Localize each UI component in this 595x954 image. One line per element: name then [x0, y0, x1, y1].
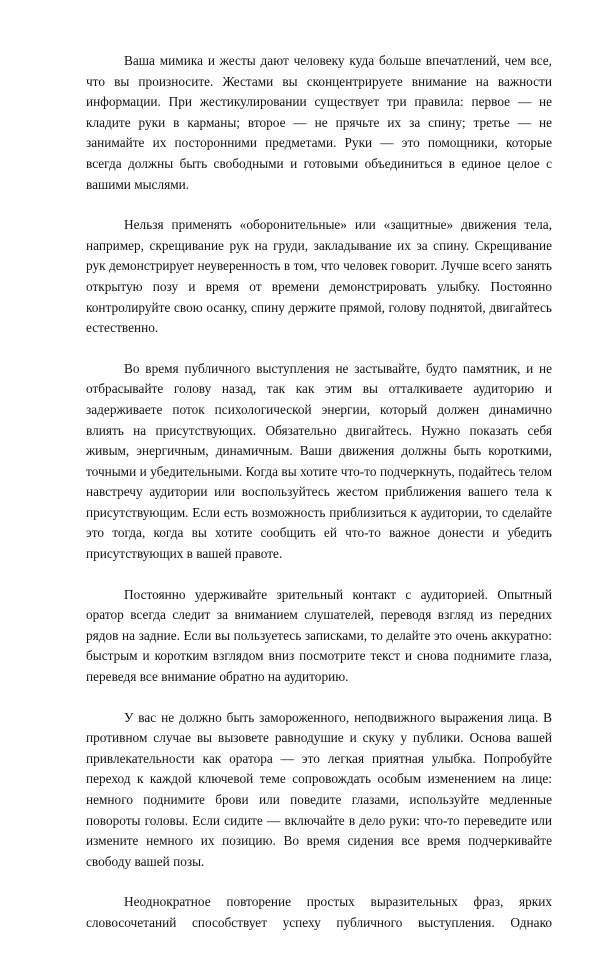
paragraph-eye-contact: Постоянно удерживайте зрительный контакт с аудиторией. Опытный оратор всегда следит за вниманием слушателей, переводя взгляд из передних рядов на задние. Если вы пользуетесь записками, то делайте это очень аккуратно: быстрым и коротким взглядом вниз посмотрите текст и снова поднимите глаза, переведя все внимание обратно на аудиторию. [86, 586, 552, 685]
text-column [86, 51, 552, 954]
paragraph-facial-expression: У вас не должно быть замороженного, неподвижного выражения лица. В противном случае вы вызовете равнодушие и скуку у публики. Основа вашей привлекательности как оратора — это легкая приятная улыбка. Попробуйте переход к каждой ключевой теме сопровождать особым изменением на лице: немного поднимите брови или поведите глазами, используйте медленные повороты головы. Если сидите — включайте в дело руки: что-то переведите или измените немного их позицию. Во время сидения все время подчеркивайте свободу вашей позы. [86, 709, 552, 869]
paragraph-gestures: Ваша мимика и жесты дают человеку куда больше впечатлений, чем все, что вы произносите. Жестами вы сконцентрируете внимание на важности информации. При жестикулировании существует три правила: первое — не кладите руки в карманы; второе — не прячьте их за спину; третье — не занимайте их посторонними предметами. Руки — это помощники, которые всегда должны быть свободными и готовыми объединиться в единое целое с вашими мыслями. [86, 53, 552, 192]
paragraph-repetition: Неоднократное повторение простых выразительных фраз, ярких словосочетаний способствует успеху публичного выступления. Однако [86, 894, 552, 930]
paragraph-defensive-moves: Нельзя применять «оборонительные» или «защитные» движения тела, например, скрещивание рук на груди, закладывание их за спину. Скрещивание рук демонстрирует неуверенность в том, что человек говорит. Лучше всего занять открытую позу и время от времени демонстрировать улыбку. Постоянно контролируйте свою осанку, спину держите прямой, голову поднятой, двигайтесь естественно. [86, 217, 552, 336]
paragraph-movement: Во время публичного выступления не застывайте, будто памятник, и не отбрасывайте голову назад, так как этим вы отталкиваете аудиторию и задерживаете поток психологической энергии, который должен динамично влиять на присутствующих. Обязательно двигайтесь. Нужно показать себя живым, энергичным, динамичным. Ваши движения должны быть короткими, точными и убедительными. Когда вы хотите что-то подчеркнуть, подайтесь телом навстречу аудитории или воспользуйтесь жестом приближения вашего тела к присутствующим. Если есть возможность приблизиться к аудитории, то сделайте это тогда, когда вы хотите сообщить ей что-то важное донести и убедить присутствующих в вашей правоте. [86, 360, 552, 562]
